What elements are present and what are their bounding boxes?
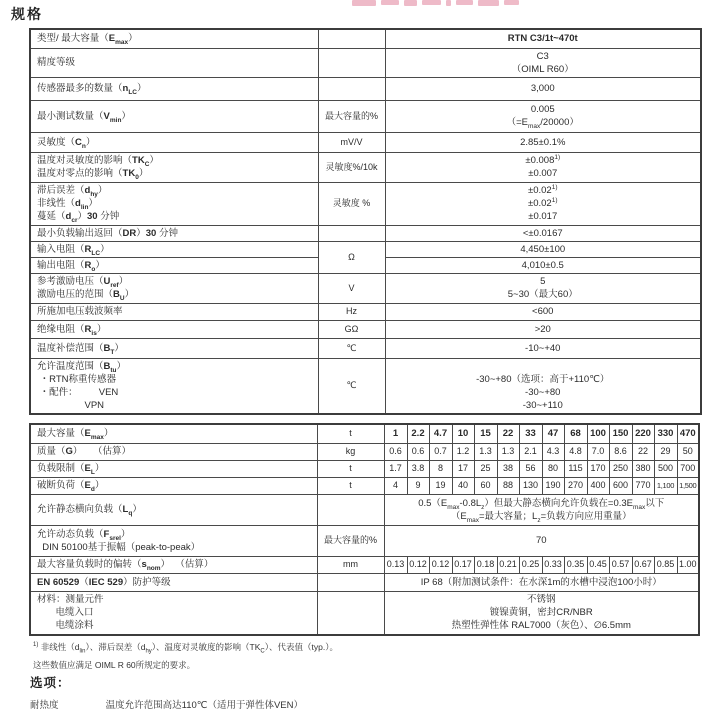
capacity-row-unit: t bbox=[317, 477, 384, 494]
spec-row-label: 灵敏度$(C_n)$ bbox=[30, 132, 318, 152]
capacity-value-cell: 1.00 bbox=[677, 556, 699, 573]
capacity-value-cell: 1,100 bbox=[654, 477, 677, 494]
capacity-value-cell: 10 bbox=[452, 424, 474, 443]
capacity-value-cell: 600 bbox=[609, 477, 632, 494]
clipped-red-text-piece bbox=[456, 0, 473, 5]
spec-row-unit: mV/V bbox=[318, 132, 385, 152]
capacity-row bbox=[30, 525, 699, 556]
capacity-value-cell: 50 bbox=[677, 443, 699, 460]
capacity-row-label: EN 60529（IEC 529）防护等级 bbox=[30, 573, 317, 591]
capacity-row-value: 70 bbox=[384, 525, 699, 556]
clipped-red-text-piece bbox=[381, 0, 399, 5]
spec-row-unit: ℃ bbox=[318, 358, 385, 414]
spec-row bbox=[30, 29, 701, 48]
spec-row bbox=[30, 132, 701, 152]
capacity-value-cell: 1,500 bbox=[677, 477, 699, 494]
capacity-value-cell: 4.7 bbox=[429, 424, 452, 443]
spec-row-label: 所施加电压载波频率 bbox=[30, 303, 318, 320]
capacity-row-label: 允许动态负载$(F_{srel})$ DIN 50100基于振幅（peak-to-peak） bbox=[30, 525, 317, 556]
spec-row-value: 3,000 bbox=[385, 77, 701, 100]
capacity-value-cell: 80 bbox=[542, 460, 564, 477]
capacity-row bbox=[30, 477, 699, 494]
spec-row-label: 允许温度范围$(B_{tu})$ ・RTN称重传感器 ・配件： VEN VPN bbox=[30, 358, 318, 414]
capacity-row-label: 负载限制$(E_L)$ bbox=[30, 460, 317, 477]
capacity-value-cell: 47 bbox=[542, 424, 564, 443]
capacity-value-cell: 0.67 bbox=[632, 556, 654, 573]
spec-row-label: 传感器最多的数量$(n_{LC})$ bbox=[30, 77, 318, 100]
spec-row-label: 类型/ 最大容量$(E_{max})$ bbox=[30, 29, 318, 48]
spec-row-label: 参考激励电压$(U_{ref})$ 激励电压的范围$(B_U)$ bbox=[30, 273, 318, 303]
capacity-value-cell: 190 bbox=[542, 477, 564, 494]
capacity-value-cell: 220 bbox=[632, 424, 654, 443]
spec-row-value: <600 bbox=[385, 303, 701, 320]
capacity-row bbox=[30, 556, 699, 573]
clipped-red-text-piece bbox=[504, 0, 519, 5]
capacity-value-cell: 22 bbox=[497, 424, 519, 443]
spec-row-label: 滞后误差$(d_{hy})$ 非线性$(d_{lin})$ 蔓延$(d_{cr})30$ 分钟 bbox=[30, 182, 318, 225]
clipped-red-text-piece bbox=[404, 0, 417, 6]
spec-row-value: $\pm 0.008^{1)}$ ±0.007 bbox=[385, 152, 701, 182]
capacity-row bbox=[30, 460, 699, 477]
capacity-row-value: IP 68（附加测试条件：在水深1m的水槽中浸泡100小时） bbox=[384, 573, 699, 591]
capacity-value-cell: 33 bbox=[519, 424, 542, 443]
capacity-value-cell: 0.17 bbox=[452, 556, 474, 573]
capacity-value-cell: 0.7 bbox=[429, 443, 452, 460]
spec-row bbox=[30, 358, 701, 414]
spec-row-value: -30~+80（选项：高于+110℃） -30~+80 -30~+110 bbox=[385, 358, 701, 414]
spec-row bbox=[30, 303, 701, 320]
capacity-value-cell: 22 bbox=[632, 443, 654, 460]
capacity-row-unit: mm bbox=[317, 556, 384, 573]
capacity-value-cell: 0.45 bbox=[587, 556, 609, 573]
spec-row-unit: GΩ bbox=[318, 320, 385, 338]
capacity-value-cell: 40 bbox=[452, 477, 474, 494]
capacity-value-cell: 0.25 bbox=[519, 556, 542, 573]
capacity-row-label: 材料：测量元件 电缆入口 电缆涂料 bbox=[30, 591, 317, 635]
options-heading: 选项： bbox=[30, 676, 71, 690]
capacity-value-cell: 4.3 bbox=[542, 443, 564, 460]
capacity-row-unit bbox=[317, 494, 384, 525]
capacity-row-label: 最大容量负载时的偏转$(s_{nom})$ （估算） bbox=[30, 556, 317, 573]
spec-row-value: RTN C3/1t~470t bbox=[385, 29, 701, 48]
capacity-value-cell: 1.3 bbox=[497, 443, 519, 460]
spec-row bbox=[30, 48, 701, 77]
capacity-row-label: 允许静态横向负载$(L_q)$ bbox=[30, 494, 317, 525]
spec-row-label: 温度对灵敏度的影响$(TK_C)$ 温度对零点的影响$(TK_0)$ bbox=[30, 152, 318, 182]
capacity-value-cell: 770 bbox=[632, 477, 654, 494]
spec-row-value: 4,450±100 bbox=[385, 241, 701, 257]
option-value: 温度允许范围高达110℃（适用于弹性体VEN） bbox=[105, 700, 303, 711]
capacity-value-cell: 380 bbox=[632, 460, 654, 477]
capacity-value-cell: 500 bbox=[654, 460, 677, 477]
capacity-value-cell: 88 bbox=[497, 477, 519, 494]
capacity-row-label: 破断负荷$(E_d)$ bbox=[30, 477, 317, 494]
capacity-value-cell: 0.33 bbox=[542, 556, 564, 573]
capacity-value-cell: 1 bbox=[384, 424, 407, 443]
capacity-value-cell: 29 bbox=[654, 443, 677, 460]
capacity-row-label: 最大容量$(E_{max})$ bbox=[30, 424, 317, 443]
capacity-value-cell: 330 bbox=[654, 424, 677, 443]
spec-row-value: <±0.0167 bbox=[385, 225, 701, 241]
capacity-row-value: $0.5(E_{max}-0.8L_z)$但最大静态横向允许负载在$=0.3E_{max}$以下 （$E_{max}=$最大容量；$L_z=$负载方向应用重量） bbox=[384, 494, 699, 525]
spec-row-unit: ℃ bbox=[318, 338, 385, 358]
spec-row-unit: 灵敏度 % bbox=[318, 182, 385, 225]
capacity-value-cell: 0.21 bbox=[497, 556, 519, 573]
clipped-red-text-piece bbox=[352, 0, 376, 6]
spec-row bbox=[30, 241, 701, 257]
spec-row-unit bbox=[318, 77, 385, 100]
capacity-value-cell: 19 bbox=[429, 477, 452, 494]
capacity-value-cell: 130 bbox=[519, 477, 542, 494]
capacity-row-unit: t bbox=[317, 460, 384, 477]
capacity-value-cell: 15 bbox=[474, 424, 497, 443]
capacity-value-cell: 7.0 bbox=[587, 443, 609, 460]
spec-row-unit: 最大容量的% bbox=[318, 100, 385, 132]
capacity-row bbox=[30, 494, 699, 525]
capacity-value-cell: 4.8 bbox=[564, 443, 587, 460]
capacity-value-cell: 170 bbox=[587, 460, 609, 477]
capacity-value-cell: 0.6 bbox=[384, 443, 407, 460]
capacity-row bbox=[30, 591, 699, 635]
clipped-red-text-piece bbox=[478, 0, 499, 6]
spec-row-value: 2.85±0.1% bbox=[385, 132, 701, 152]
capacity-row-unit bbox=[317, 591, 384, 635]
capacity-value-cell: 1.3 bbox=[474, 443, 497, 460]
capacity-value-cell: 150 bbox=[609, 424, 632, 443]
spec-row-unit: Ω bbox=[318, 241, 385, 273]
capacity-value-cell: 38 bbox=[497, 460, 519, 477]
capacity-value-cell: 0.57 bbox=[609, 556, 632, 573]
capacity-value-cell: 0.12 bbox=[407, 556, 429, 573]
spec-row bbox=[30, 152, 701, 182]
spec-row-label: 绝缘电阻$(R_{is})$ bbox=[30, 320, 318, 338]
capacity-value-cell: 0.85 bbox=[654, 556, 677, 573]
clipped-red-text-piece bbox=[422, 0, 441, 5]
capacity-value-cell: 25 bbox=[474, 460, 497, 477]
spec-row-unit: V bbox=[318, 273, 385, 303]
capacity-row-label: 质量（G） （估算） bbox=[30, 443, 317, 460]
capacity-value-cell: 56 bbox=[519, 460, 542, 477]
page-title: 规格 bbox=[11, 6, 43, 22]
capacity-value-cell: 0.13 bbox=[384, 556, 407, 573]
spec-row-value: -10~+40 bbox=[385, 338, 701, 358]
spec-table bbox=[29, 28, 702, 415]
spec-row bbox=[30, 273, 701, 303]
spec-row-label: 最小测试数量$(V_{min})$ bbox=[30, 100, 318, 132]
capacity-row-unit bbox=[317, 573, 384, 591]
spec-row bbox=[30, 100, 701, 132]
clipped-red-text-piece bbox=[446, 0, 451, 6]
capacity-value-cell: 9 bbox=[407, 477, 429, 494]
spec-row-label: 输出电阻$(R_o)$ bbox=[30, 257, 318, 273]
spec-row-unit: Hz bbox=[318, 303, 385, 320]
spec-row-value: C3 （OIML R60） bbox=[385, 48, 701, 77]
capacity-row-unit: 最大容量的% bbox=[317, 525, 384, 556]
spec-row bbox=[30, 338, 701, 358]
spec-row-label: 温度补偿范围$(B_T)$ bbox=[30, 338, 318, 358]
spec-row-label: 精度等级 bbox=[30, 48, 318, 77]
footnote-line-2: 这些数值应满足 OIML R 60所规定的要求。 bbox=[33, 659, 196, 670]
capacity-value-cell: 0.6 bbox=[407, 443, 429, 460]
spec-row-unit bbox=[318, 225, 385, 241]
capacity-value-cell: 2.2 bbox=[407, 424, 429, 443]
spec-row-value: 0.005 $(=E_{max}/20000)$ bbox=[385, 100, 701, 132]
spec-row-unit bbox=[318, 48, 385, 77]
capacity-row bbox=[30, 573, 699, 591]
spec-row-unit: 灵敏度%/10k bbox=[318, 152, 385, 182]
spec-row bbox=[30, 182, 701, 225]
capacity-value-cell: 1.2 bbox=[452, 443, 474, 460]
capacity-value-cell: 2.1 bbox=[519, 443, 542, 460]
capacity-value-cell: 0.12 bbox=[429, 556, 452, 573]
spec-row-value: 4,010±0.5 bbox=[385, 257, 701, 273]
capacity-value-cell: 8 bbox=[429, 460, 452, 477]
spec-row-label: 最小负载输出返回（DR）30 分钟 bbox=[30, 225, 318, 241]
footnote-line-1: $^{1)}$ 非线性$(d_{lin})$、滞后误差$(d_{hy})$、温度对灵敏度的影响$(TK_C)$、代表值（typ.）。 bbox=[33, 641, 338, 655]
spec-row bbox=[30, 225, 701, 241]
spec-row-value: 5 5~30（最大60） bbox=[385, 273, 701, 303]
spec-row-unit bbox=[318, 29, 385, 48]
clipped-red-text-fragment bbox=[352, 0, 519, 7]
capacity-value-cell: 270 bbox=[564, 477, 587, 494]
option-label: 耐热度 bbox=[30, 700, 59, 711]
capacity-value-cell: 470 bbox=[677, 424, 699, 443]
capacity-value-cell: 100 bbox=[587, 424, 609, 443]
capacity-value-cell: 4 bbox=[384, 477, 407, 494]
capacity-value-cell: 400 bbox=[587, 477, 609, 494]
spec-row-value: >20 bbox=[385, 320, 701, 338]
capacity-value-cell: 0.18 bbox=[474, 556, 497, 573]
capacity-value-cell: 68 bbox=[564, 424, 587, 443]
spec-row bbox=[30, 320, 701, 338]
capacity-row-unit: t bbox=[317, 424, 384, 443]
footnotes bbox=[33, 639, 338, 672]
capacity-value-cell: 3.8 bbox=[407, 460, 429, 477]
spec-row-value: $\pm 0.02^{1)}$ $\pm 0.02^{1)}$ ±0.017 bbox=[385, 182, 701, 225]
capacity-value-cell: 115 bbox=[564, 460, 587, 477]
capacity-row-unit: kg bbox=[317, 443, 384, 460]
capacity-value-cell: 8.6 bbox=[609, 443, 632, 460]
spec-row bbox=[30, 77, 701, 100]
capacity-row bbox=[30, 443, 699, 460]
capacity-value-cell: 1.7 bbox=[384, 460, 407, 477]
capacity-value-cell: 700 bbox=[677, 460, 699, 477]
option-row bbox=[30, 697, 303, 711]
capacity-value-cell: 0.35 bbox=[564, 556, 587, 573]
spec-row-label: 输入电阻$(R_{LC})$ bbox=[30, 241, 318, 257]
capacity-row-value: 不锈钢 镀镍黄铜，密封CR/NBR 热塑性弹性体 RAL7000（灰色）、∅6.5mm bbox=[384, 591, 699, 635]
capacity-value-cell: 250 bbox=[609, 460, 632, 477]
capacity-row bbox=[30, 424, 699, 443]
capacity-value-cell: 60 bbox=[474, 477, 497, 494]
capacity-value-cell: 17 bbox=[452, 460, 474, 477]
capacity-table bbox=[29, 423, 700, 636]
